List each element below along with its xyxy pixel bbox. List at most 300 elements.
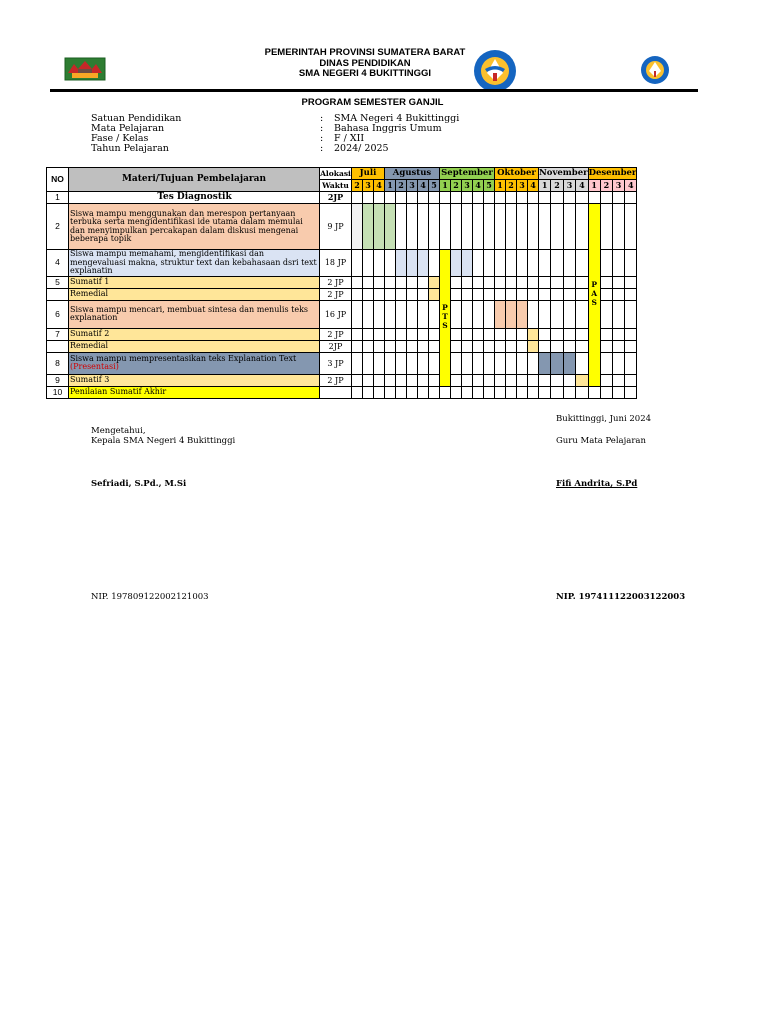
schedule-cell bbox=[385, 300, 396, 328]
schedule-cell bbox=[396, 374, 407, 386]
schedule-cell bbox=[563, 386, 575, 398]
schedule-cell bbox=[385, 328, 396, 340]
alokasi-header: Alokasi bbox=[320, 169, 351, 178]
pts-label: PTS bbox=[440, 303, 450, 331]
schedule-cell bbox=[429, 250, 440, 277]
row-alokasi: 3 JP bbox=[320, 352, 352, 374]
schedule-cell bbox=[352, 192, 363, 204]
schedule-cell bbox=[462, 386, 473, 398]
row-alokasi: 16 JP bbox=[320, 300, 352, 328]
row-materi bbox=[69, 374, 320, 386]
document-title: PROGRAM SEMESTER GANJIL bbox=[301, 97, 444, 108]
schedule-cell bbox=[374, 192, 385, 204]
schedule-cell bbox=[495, 204, 506, 250]
schedule-cell bbox=[407, 276, 418, 288]
table-header-row bbox=[47, 168, 637, 180]
schedule-cell bbox=[396, 300, 407, 328]
schedule-cell bbox=[495, 386, 506, 398]
schedule-cell bbox=[600, 374, 612, 386]
schedule-cell bbox=[385, 276, 396, 288]
schedule-cell bbox=[600, 328, 612, 340]
schedule-cell bbox=[396, 352, 407, 374]
materi-text: Siswa mampu memahami, mengidentifikasi dan mengevaluasi makna, struktur text dan kebahasaan dsri text explanatin bbox=[70, 249, 317, 275]
week-number: 5 bbox=[429, 180, 440, 192]
schedule-cell bbox=[528, 276, 539, 288]
schedule-cell bbox=[429, 352, 440, 374]
guru-nip: NIP. 197411122003122003 bbox=[556, 592, 686, 602]
schedule-cell bbox=[625, 288, 637, 300]
schedule-cell bbox=[396, 204, 407, 250]
schedule-cell bbox=[407, 204, 418, 250]
schedule-cell bbox=[385, 340, 396, 352]
schedule-cell bbox=[385, 352, 396, 374]
row-alokasi: 2 JP bbox=[320, 374, 352, 386]
schedule-cell bbox=[625, 276, 637, 288]
materi-header: Materi/Tujuan Pembelajaran bbox=[69, 168, 320, 192]
header-divider bbox=[50, 89, 698, 92]
row-number: 7 bbox=[47, 328, 69, 340]
schedule-cell bbox=[563, 276, 575, 288]
schedule-cell bbox=[407, 250, 418, 277]
schedule-cell bbox=[484, 204, 495, 250]
schedule-cell bbox=[506, 386, 517, 398]
schedule-cell bbox=[407, 352, 418, 374]
schedule-cell bbox=[352, 276, 363, 288]
month-header: Juli bbox=[352, 168, 385, 180]
schedule-cell bbox=[418, 288, 429, 300]
schedule-cell bbox=[517, 276, 528, 288]
row-alokasi bbox=[320, 386, 352, 398]
schedule-cell bbox=[539, 250, 551, 277]
schedule-cell bbox=[495, 250, 506, 277]
row-alokasi: 18 JP bbox=[320, 250, 352, 277]
schedule-cell bbox=[551, 250, 563, 277]
schedule-cell bbox=[484, 300, 495, 328]
materi-text: Tes Diagnostik bbox=[157, 192, 232, 203]
schedule-cell bbox=[528, 300, 539, 328]
week-number: 4 bbox=[473, 180, 484, 192]
schedule-cell bbox=[551, 340, 563, 352]
schedule-cell bbox=[612, 352, 624, 374]
meta-colon: : bbox=[320, 113, 324, 124]
guru-name: Fifi Andrita, S.Pd bbox=[556, 479, 638, 489]
materi-text: Sumatif 2 bbox=[70, 328, 110, 338]
schedule-cell bbox=[407, 288, 418, 300]
schedule-cell bbox=[495, 352, 506, 374]
row-alokasi: 2JP bbox=[320, 340, 352, 352]
schedule-cell bbox=[385, 374, 396, 386]
schedule-cell bbox=[473, 250, 484, 277]
week-number: 1 bbox=[588, 180, 600, 192]
schedule-cell bbox=[588, 386, 600, 398]
schedule-cell bbox=[407, 386, 418, 398]
table-row bbox=[47, 250, 637, 277]
schedule-cell bbox=[374, 288, 385, 300]
schedule-cell bbox=[451, 288, 462, 300]
schedule-cell bbox=[451, 192, 462, 204]
row-materi bbox=[69, 300, 320, 328]
schedule-cell bbox=[528, 192, 539, 204]
schedule-cell bbox=[528, 352, 539, 374]
schedule-cell bbox=[517, 386, 528, 398]
schedule-cell bbox=[363, 386, 374, 398]
schedule-cell bbox=[576, 204, 588, 250]
schedule-cell bbox=[352, 328, 363, 340]
schedule-cell bbox=[363, 204, 374, 250]
schedule-cell bbox=[506, 352, 517, 374]
schedule-cell bbox=[551, 204, 563, 250]
schedule-cell bbox=[539, 288, 551, 300]
schedule-cell bbox=[517, 250, 528, 277]
schedule-cell bbox=[625, 204, 637, 250]
schedule-cell bbox=[473, 300, 484, 328]
tut-wuri-handayani-logo bbox=[473, 49, 517, 93]
schedule-cell bbox=[451, 250, 462, 277]
week-number: 3 bbox=[563, 180, 575, 192]
schedule-cell bbox=[418, 276, 429, 288]
schedule-cell bbox=[462, 288, 473, 300]
schedule-cell bbox=[363, 288, 374, 300]
schedule-cell bbox=[363, 352, 374, 374]
schedule-cell bbox=[551, 276, 563, 288]
month-header: Agustus bbox=[385, 168, 440, 180]
week-number: 3 bbox=[517, 180, 528, 192]
schedule-cell bbox=[440, 192, 451, 204]
schedule-cell bbox=[576, 374, 588, 386]
schedule-cell bbox=[517, 374, 528, 386]
schedule-cell bbox=[506, 276, 517, 288]
schedule-cell bbox=[374, 250, 385, 277]
row-number: 5 bbox=[47, 276, 69, 288]
schedule-cell bbox=[517, 288, 528, 300]
schedule-cell bbox=[539, 276, 551, 288]
schedule-cell bbox=[473, 352, 484, 374]
schedule-cell bbox=[495, 192, 506, 204]
row-number: 10 bbox=[47, 386, 69, 398]
meta-colon: : bbox=[320, 133, 324, 144]
schedule-cell bbox=[528, 250, 539, 277]
table-row bbox=[47, 340, 637, 352]
pas-label: PAS bbox=[589, 280, 599, 308]
kepala-nip: NIP. 197809122002121003 bbox=[91, 592, 209, 602]
schedule-cell bbox=[539, 192, 551, 204]
guru-title: Guru Mata Pelajaran bbox=[556, 436, 646, 446]
row-materi bbox=[69, 204, 320, 250]
schedule-cell bbox=[495, 374, 506, 386]
row-alokasi: 9 JP bbox=[320, 204, 352, 250]
schedule-cell bbox=[563, 328, 575, 340]
week-number: 3 bbox=[462, 180, 473, 192]
schedule-cell bbox=[506, 374, 517, 386]
schedule-cell bbox=[484, 192, 495, 204]
schedule-cell bbox=[473, 328, 484, 340]
schedule-cell bbox=[407, 192, 418, 204]
materi-text: Remedial bbox=[70, 340, 109, 350]
week-number: 2 bbox=[551, 180, 563, 192]
schedule-cell bbox=[551, 288, 563, 300]
schedule-cell bbox=[612, 250, 624, 277]
row-alokasi: 2JP bbox=[320, 192, 352, 204]
schedule-cell bbox=[418, 204, 429, 250]
row-number bbox=[47, 288, 69, 300]
schedule-cell bbox=[539, 352, 551, 374]
schedule-cell bbox=[462, 352, 473, 374]
semester-program-table bbox=[46, 167, 637, 399]
week-number: 2 bbox=[352, 180, 363, 192]
schedule-cell bbox=[576, 386, 588, 398]
schedule-cell bbox=[576, 288, 588, 300]
schedule-cell bbox=[462, 250, 473, 277]
schedule-cell bbox=[473, 340, 484, 352]
schedule-cell bbox=[462, 300, 473, 328]
schedule-cell bbox=[473, 374, 484, 386]
kepala-title: Kepala SMA Negeri 4 Bukittinggi bbox=[91, 436, 236, 446]
schedule-cell bbox=[484, 276, 495, 288]
schedule-cell bbox=[363, 276, 374, 288]
schedule-cell bbox=[440, 204, 451, 250]
schedule-cell bbox=[600, 288, 612, 300]
schedule-cell bbox=[625, 192, 637, 204]
schedule-cell bbox=[517, 204, 528, 250]
schedule-cell bbox=[551, 374, 563, 386]
schedule-cell bbox=[600, 300, 612, 328]
schedule-cell bbox=[451, 204, 462, 250]
pas-column bbox=[588, 204, 600, 387]
schedule-cell bbox=[517, 328, 528, 340]
materi-text: Sumatif 3 bbox=[70, 374, 110, 384]
schedule-cell bbox=[484, 340, 495, 352]
schedule-cell bbox=[396, 250, 407, 277]
schedule-cell bbox=[506, 300, 517, 328]
week-number: 2 bbox=[506, 180, 517, 192]
schedule-cell bbox=[484, 328, 495, 340]
schedule-cell bbox=[600, 192, 612, 204]
materi-extra-text: (Presentasi) bbox=[70, 362, 119, 371]
schedule-cell bbox=[429, 276, 440, 288]
schedule-cell bbox=[576, 340, 588, 352]
table-row bbox=[47, 300, 637, 328]
week-number: 4 bbox=[625, 180, 637, 192]
schedule-cell bbox=[484, 386, 495, 398]
schedule-cell bbox=[418, 340, 429, 352]
waktu-header: Waktu bbox=[320, 180, 352, 192]
row-materi bbox=[69, 340, 320, 352]
row-number: 6 bbox=[47, 300, 69, 328]
schedule-cell bbox=[462, 192, 473, 204]
row-number: 2 bbox=[47, 204, 69, 250]
no-header: NO bbox=[47, 168, 69, 192]
schedule-cell bbox=[576, 352, 588, 374]
schedule-cell bbox=[551, 192, 563, 204]
schedule-cell bbox=[576, 276, 588, 288]
schedule-cell bbox=[600, 386, 612, 398]
schedule-cell bbox=[506, 340, 517, 352]
schedule-cell bbox=[506, 250, 517, 277]
week-number: 2 bbox=[451, 180, 462, 192]
schedule-cell bbox=[506, 288, 517, 300]
schedule-cell bbox=[429, 374, 440, 386]
week-number: 5 bbox=[484, 180, 495, 192]
schedule-cell bbox=[625, 340, 637, 352]
schedule-cell bbox=[429, 386, 440, 398]
schedule-cell bbox=[396, 288, 407, 300]
row-number: 8 bbox=[47, 352, 69, 374]
schedule-cell bbox=[385, 288, 396, 300]
schedule-cell bbox=[363, 300, 374, 328]
schedule-cell bbox=[352, 250, 363, 277]
schedule-cell bbox=[451, 386, 462, 398]
month-header: November bbox=[539, 168, 588, 178]
schedule-cell bbox=[429, 300, 440, 328]
schedule-cell bbox=[625, 374, 637, 386]
schedule-cell bbox=[374, 328, 385, 340]
schedule-cell bbox=[374, 300, 385, 328]
schedule-cell bbox=[418, 374, 429, 386]
schedule-cell bbox=[429, 340, 440, 352]
schedule-cell bbox=[517, 352, 528, 374]
schedule-cell bbox=[528, 386, 539, 398]
schedule-cell bbox=[576, 192, 588, 204]
schedule-cell bbox=[539, 300, 551, 328]
schedule-cell bbox=[612, 340, 624, 352]
schedule-cell bbox=[385, 386, 396, 398]
row-alokasi: 2 JP bbox=[320, 276, 352, 288]
schedule-cell bbox=[352, 352, 363, 374]
month-header: Oktober bbox=[495, 168, 539, 180]
month-header: Desember bbox=[588, 168, 637, 178]
kepala-name: Sefriadi, S.Pd., M.Si bbox=[91, 479, 187, 489]
schedule-cell bbox=[563, 288, 575, 300]
meta-colon: : bbox=[320, 143, 324, 154]
table-row bbox=[47, 192, 637, 204]
table-row bbox=[47, 328, 637, 340]
row-materi bbox=[69, 276, 320, 288]
meta-colon: : bbox=[320, 123, 324, 134]
schedule-cell bbox=[473, 204, 484, 250]
schedule-cell bbox=[600, 276, 612, 288]
row-number: 9 bbox=[47, 374, 69, 386]
meta-value: SMA Negeri 4 Bukittinggi bbox=[334, 113, 460, 124]
schedule-cell bbox=[495, 328, 506, 340]
schedule-cell bbox=[588, 192, 600, 204]
schedule-cell bbox=[473, 288, 484, 300]
mengetahui-label: Mengetahui, bbox=[91, 426, 146, 436]
schedule-cell bbox=[539, 204, 551, 250]
week-number: 2 bbox=[396, 180, 407, 192]
week-number: 3 bbox=[407, 180, 418, 192]
schedule-cell bbox=[600, 204, 612, 250]
schedule-cell bbox=[396, 276, 407, 288]
row-number: 4 bbox=[47, 250, 69, 277]
schedule-cell bbox=[600, 250, 612, 277]
week-number: 4 bbox=[418, 180, 429, 192]
meta-label: Satuan Pendidikan bbox=[91, 113, 182, 124]
schedule-cell bbox=[625, 352, 637, 374]
schedule-cell bbox=[495, 288, 506, 300]
row-alokasi: 2 JP bbox=[320, 288, 352, 300]
schedule-cell bbox=[551, 328, 563, 340]
schedule-cell bbox=[418, 300, 429, 328]
week-number: 1 bbox=[440, 180, 451, 192]
week-number: 1 bbox=[539, 180, 551, 192]
schedule-cell bbox=[418, 192, 429, 204]
schedule-cell bbox=[473, 386, 484, 398]
schedule-cell bbox=[600, 340, 612, 352]
schedule-cell bbox=[374, 340, 385, 352]
header-line-1: PEMERINTAH PROVINSI SUMATERA BARAT bbox=[264, 47, 466, 58]
schedule-cell bbox=[462, 204, 473, 250]
header-line-3: SMA NEGERI 4 BUKITTINGGI bbox=[298, 68, 432, 79]
schedule-cell bbox=[528, 374, 539, 386]
schedule-cell bbox=[539, 386, 551, 398]
schedule-cell bbox=[363, 192, 374, 204]
schedule-cell bbox=[385, 192, 396, 204]
schedule-cell bbox=[612, 288, 624, 300]
schedule-cell bbox=[429, 328, 440, 340]
materi-text: Siswa mampu mencari, membuat sintesa dan menulis teks explanation bbox=[70, 304, 309, 322]
schedule-cell bbox=[418, 328, 429, 340]
schedule-cell bbox=[563, 250, 575, 277]
week-number: 4 bbox=[576, 180, 588, 192]
schedule-cell bbox=[352, 288, 363, 300]
meta-label: Mata Pelajaran bbox=[91, 123, 165, 134]
schedule-cell bbox=[374, 204, 385, 250]
table-row bbox=[47, 374, 637, 386]
meta-label: Fase / Kelas bbox=[91, 133, 149, 144]
schedule-cell bbox=[462, 276, 473, 288]
schedule-cell bbox=[625, 328, 637, 340]
schedule-cell bbox=[385, 250, 396, 277]
schedule-cell bbox=[563, 340, 575, 352]
meta-label: Tahun Pelajaran bbox=[91, 143, 169, 154]
provincial-emblem-logo bbox=[64, 57, 106, 81]
schedule-cell bbox=[495, 276, 506, 288]
schedule-cell bbox=[576, 250, 588, 277]
schedule-cell bbox=[495, 340, 506, 352]
schedule-cell bbox=[363, 250, 374, 277]
materi-text: Siswa mampu mempresentasikan teks Explanation Text bbox=[70, 353, 297, 363]
schedule-cell bbox=[484, 352, 495, 374]
schedule-cell bbox=[407, 300, 418, 328]
schedule-cell bbox=[363, 340, 374, 352]
schedule-cell bbox=[576, 300, 588, 328]
schedule-cell bbox=[563, 300, 575, 328]
schedule-cell bbox=[462, 340, 473, 352]
schedule-cell bbox=[451, 276, 462, 288]
schedule-cell bbox=[352, 386, 363, 398]
schedule-cell bbox=[352, 340, 363, 352]
schedule-cell bbox=[563, 204, 575, 250]
row-materi bbox=[69, 328, 320, 340]
schedule-cell bbox=[418, 352, 429, 374]
month-header: September bbox=[441, 168, 493, 178]
materi-text: Penilaian Sumatif Akhir bbox=[70, 386, 167, 396]
schedule-cell bbox=[451, 340, 462, 352]
schedule-cell bbox=[517, 300, 528, 328]
row-number bbox=[47, 340, 69, 352]
table-row bbox=[47, 386, 637, 398]
materi-text: Sumatif 1 bbox=[70, 276, 110, 286]
schedule-cell bbox=[563, 374, 575, 386]
schedule-cell bbox=[484, 250, 495, 277]
week-number: 1 bbox=[495, 180, 506, 192]
schedule-cell bbox=[506, 192, 517, 204]
schedule-cell bbox=[451, 352, 462, 374]
materi-text: Remedial bbox=[70, 288, 109, 298]
meta-value: F / XII bbox=[334, 133, 365, 144]
row-materi bbox=[69, 250, 320, 277]
schedule-cell bbox=[506, 328, 517, 340]
